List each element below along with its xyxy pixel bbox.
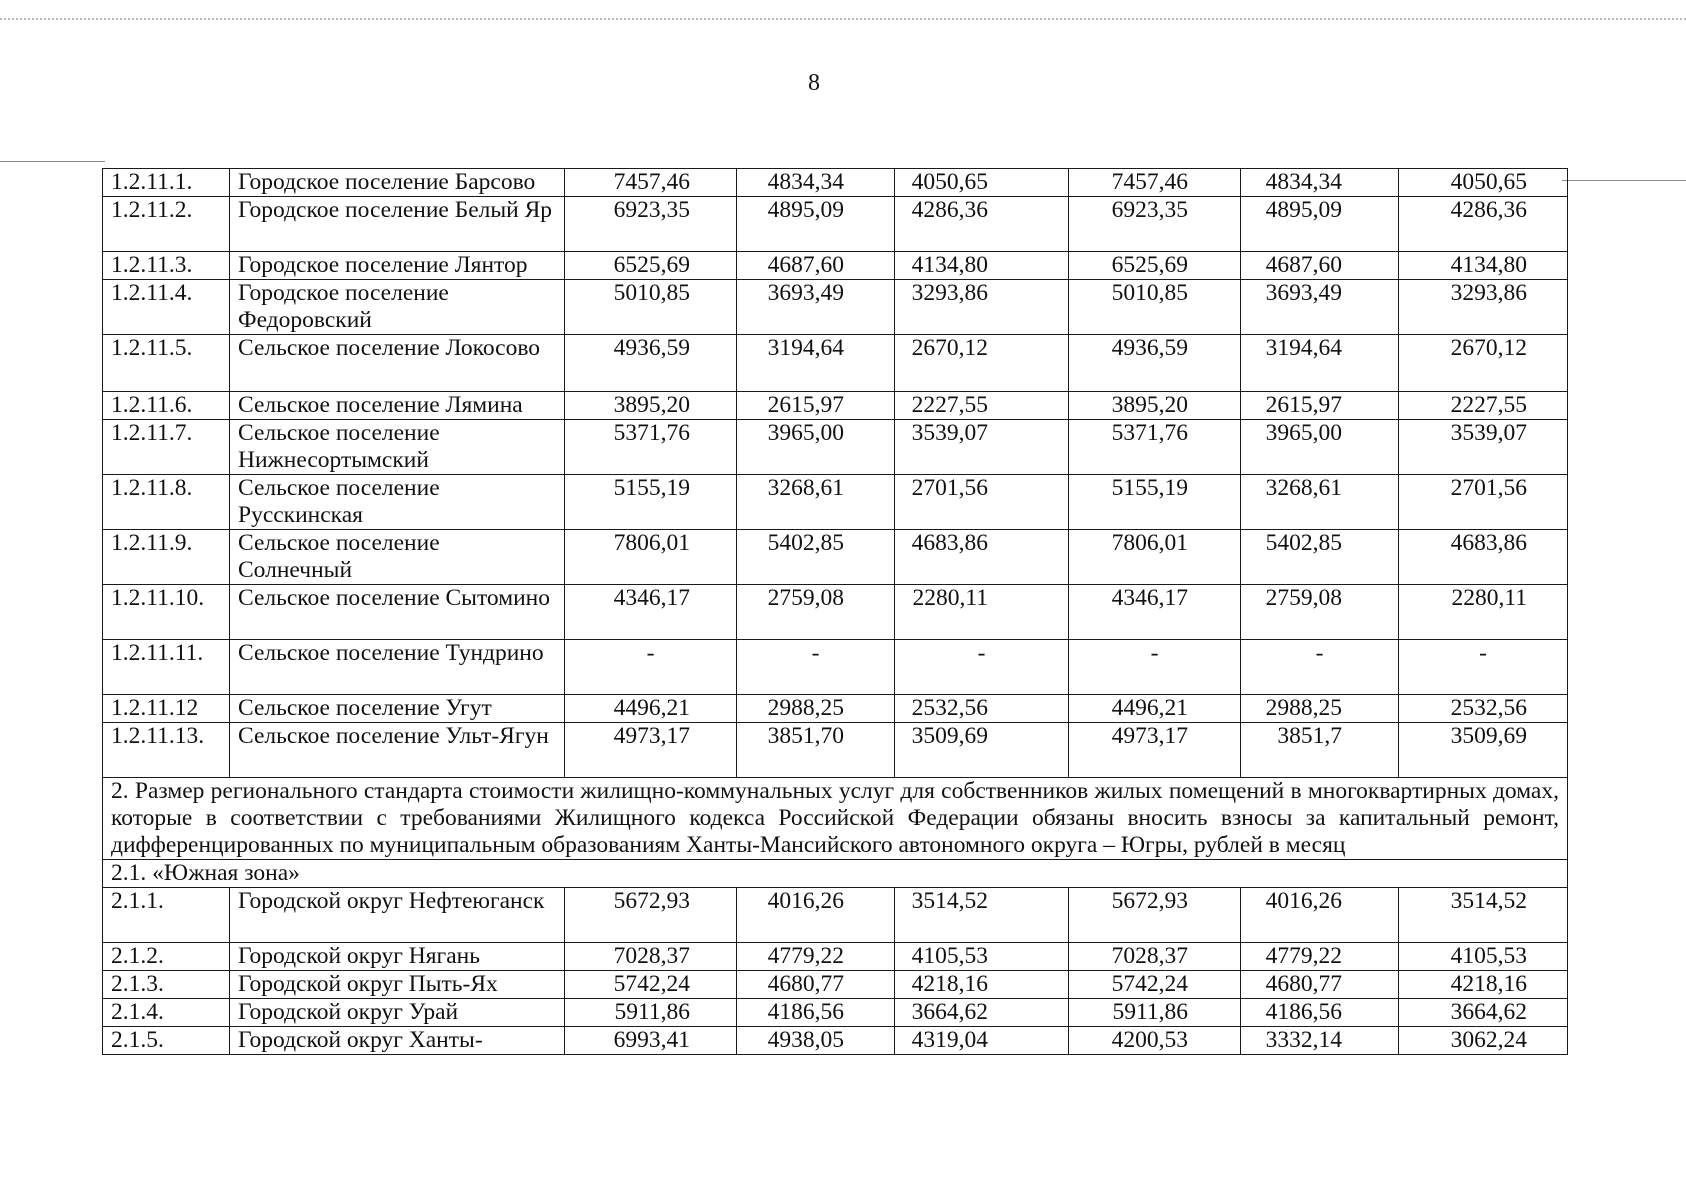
table-row	[103, 999, 1568, 1027]
value-cell: 2615,97	[1241, 392, 1399, 420]
value-cell: 4936,59	[1069, 335, 1241, 392]
row-code: 2.1.3.	[103, 971, 230, 999]
value-cell: 3509,69	[1399, 723, 1568, 778]
value-cell: 2615,97	[737, 392, 895, 420]
standards-table	[102, 168, 1568, 1055]
table-row	[103, 169, 1568, 197]
table-row	[103, 695, 1568, 723]
value-cell: 4683,86	[1399, 530, 1568, 585]
value-cell: 4186,56	[737, 999, 895, 1027]
value-cell: 7806,01	[565, 530, 737, 585]
row-code: 1.2.11.4.	[103, 280, 230, 335]
row-code: 1.2.11.8.	[103, 475, 230, 530]
value-cell: 5911,86	[1069, 999, 1241, 1027]
row-code: 1.2.11.1.	[103, 169, 230, 197]
value-cell: 3895,20	[565, 392, 737, 420]
table-row	[103, 723, 1568, 778]
section-2-heading: 2. Размер регионального стандарта стоимости жилищно-коммунальных услуг для собственников жилых помещений в многоквартирных домах, которые в соответствии с требованиями Жилищного кодекса Российской Федерации обязаны вносить взносы за капитальный ремонт, дифференцированных по муниципальным образованиям Ханты-Мансийского автономного округа – Югры, рублей в месяц	[103, 778, 1568, 860]
value-cell: 4895,09	[1241, 197, 1399, 252]
page-number: 8	[808, 70, 820, 96]
table-row	[103, 392, 1568, 420]
value-cell: 4680,77	[1241, 971, 1399, 999]
value-cell: 3194,64	[1241, 335, 1399, 392]
row-name: Сельское поселение Солнечный	[230, 530, 565, 585]
row-name: Городское поселение Белый Яр	[230, 197, 565, 252]
row-code: 2.1.2.	[103, 943, 230, 971]
row-name: Сельское поселение Нижнесортымский	[230, 420, 565, 475]
value-cell: 2670,12	[895, 335, 1069, 392]
value-cell: 2988,25	[737, 695, 895, 723]
value-cell: 5402,85	[1241, 530, 1399, 585]
row-name: Сельское поселение Сытомино	[230, 585, 565, 640]
value-cell: 5371,76	[1069, 420, 1241, 475]
value-cell: 3664,62	[1399, 999, 1568, 1027]
value-cell: 4496,21	[1069, 695, 1241, 723]
value-cell: 3539,07	[1399, 420, 1568, 475]
value-cell: 2759,08	[737, 585, 895, 640]
value-cell: 5672,93	[1069, 888, 1241, 943]
row-code: 1.2.11.3.	[103, 252, 230, 280]
value-cell: 7806,01	[1069, 530, 1241, 585]
value-cell: 3851,70	[737, 723, 895, 778]
row-name: Городское поселение Лянтор	[230, 252, 565, 280]
table-row	[103, 1027, 1568, 1055]
row-name: Сельское поселение Русскинская	[230, 475, 565, 530]
value-cell: 3539,07	[895, 420, 1069, 475]
value-cell: 3062,24	[1399, 1027, 1568, 1055]
table-row	[103, 335, 1568, 392]
scan-artifact-left	[0, 161, 105, 162]
value-cell: 4895,09	[737, 197, 895, 252]
value-cell: 3895,20	[1069, 392, 1241, 420]
value-cell: 5672,93	[565, 888, 737, 943]
value-cell: 4134,80	[1399, 252, 1568, 280]
row-code: 1.2.11.10.	[103, 585, 230, 640]
value-cell: 4687,60	[1241, 252, 1399, 280]
value-cell: 2988,25	[1241, 695, 1399, 723]
value-cell: -	[895, 640, 1069, 695]
row-code: 2.1.5.	[103, 1027, 230, 1055]
value-cell: 5911,86	[565, 999, 737, 1027]
value-cell: 4319,04	[895, 1027, 1069, 1055]
value-cell: 4286,36	[895, 197, 1069, 252]
value-cell: 4680,77	[737, 971, 895, 999]
row-name: Городской округ Урай	[230, 999, 565, 1027]
value-cell: 2670,12	[1399, 335, 1568, 392]
value-cell: 4687,60	[737, 252, 895, 280]
row-name: Сельское поселение Тундрино	[230, 640, 565, 695]
value-cell: 7028,37	[1069, 943, 1241, 971]
table-row	[103, 888, 1568, 943]
value-cell: 5371,76	[565, 420, 737, 475]
row-name: Городское поселение Барсово	[230, 169, 565, 197]
value-cell: 3268,61	[737, 475, 895, 530]
row-code: 1.2.11.5.	[103, 335, 230, 392]
value-cell: 4779,22	[737, 943, 895, 971]
row-code: 1.2.11.7.	[103, 420, 230, 475]
row-code: 1.2.11.9.	[103, 530, 230, 585]
value-cell: 4496,21	[565, 695, 737, 723]
value-cell: 3293,86	[895, 280, 1069, 335]
row-name: Сельское поселение Угут	[230, 695, 565, 723]
row-name: Сельское поселение Лямина	[230, 392, 565, 420]
value-cell: 6525,69	[565, 252, 737, 280]
value-cell: 3851,7	[1241, 723, 1399, 778]
value-cell: 4186,56	[1241, 999, 1399, 1027]
table-row	[103, 971, 1568, 999]
value-cell: 3332,14	[1241, 1027, 1399, 1055]
scan-artifact-right	[1562, 180, 1686, 181]
value-cell: 4938,05	[737, 1027, 895, 1055]
table-row	[103, 280, 1568, 335]
value-cell: 4973,17	[1069, 723, 1241, 778]
value-cell: 5155,19	[1069, 475, 1241, 530]
value-cell: 3514,52	[1399, 888, 1568, 943]
scan-artifact-top	[0, 18, 1686, 20]
value-cell: 2227,55	[1399, 392, 1568, 420]
value-cell: 4683,86	[895, 530, 1069, 585]
value-cell: 3664,62	[895, 999, 1069, 1027]
table-body	[103, 169, 1568, 1055]
row-name: Городской округ Ханты-	[230, 1027, 565, 1055]
value-cell: 4105,53	[1399, 943, 1568, 971]
value-cell: 4218,16	[895, 971, 1069, 999]
row-code: 1.2.11.2.	[103, 197, 230, 252]
value-cell: 2701,56	[895, 475, 1069, 530]
value-cell: 4016,26	[737, 888, 895, 943]
value-cell: 4346,17	[1069, 585, 1241, 640]
value-cell: 4218,16	[1399, 971, 1568, 999]
value-cell: 4016,26	[1241, 888, 1399, 943]
value-cell: 4105,53	[895, 943, 1069, 971]
value-cell: 3514,52	[895, 888, 1069, 943]
zone-label: 2.1. «Южная зона»	[103, 860, 1568, 888]
value-cell: 3194,64	[737, 335, 895, 392]
row-name: Городской округ Пыть-Ях	[230, 971, 565, 999]
value-cell: 7457,46	[565, 169, 737, 197]
value-cell: 4050,65	[1399, 169, 1568, 197]
value-cell: 6993,41	[565, 1027, 737, 1055]
value-cell: 4834,34	[1241, 169, 1399, 197]
row-code: 2.1.4.	[103, 999, 230, 1027]
value-cell: 2280,11	[895, 585, 1069, 640]
value-cell: 2532,56	[895, 695, 1069, 723]
table-row	[103, 475, 1568, 530]
row-name: Сельское поселение Локосово	[230, 335, 565, 392]
value-cell: -	[737, 640, 895, 695]
value-cell: 7028,37	[565, 943, 737, 971]
value-cell: -	[1241, 640, 1399, 695]
value-cell: 3268,61	[1241, 475, 1399, 530]
value-cell: -	[1069, 640, 1241, 695]
value-cell: 3293,86	[1399, 280, 1568, 335]
value-cell: -	[565, 640, 737, 695]
value-cell: 5010,85	[565, 280, 737, 335]
row-code: 1.2.11.13.	[103, 723, 230, 778]
value-cell: 5010,85	[1069, 280, 1241, 335]
table-row	[103, 640, 1568, 695]
value-cell: 4050,65	[895, 169, 1069, 197]
value-cell: 2759,08	[1241, 585, 1399, 640]
value-cell: 6923,35	[565, 197, 737, 252]
value-cell: 6923,35	[1069, 197, 1241, 252]
value-cell: 2280,11	[1399, 585, 1568, 640]
value-cell: 5742,24	[565, 971, 737, 999]
zone-row	[103, 860, 1568, 888]
table-row	[103, 585, 1568, 640]
value-cell: 3693,49	[737, 280, 895, 335]
value-cell: 4286,36	[1399, 197, 1568, 252]
value-cell: 3693,49	[1241, 280, 1399, 335]
value-cell: 2532,56	[1399, 695, 1568, 723]
row-code: 1.2.11.6.	[103, 392, 230, 420]
value-cell: 3509,69	[895, 723, 1069, 778]
value-cell: 5742,24	[1069, 971, 1241, 999]
table-row	[103, 943, 1568, 971]
table-row	[103, 252, 1568, 280]
value-cell: -	[1399, 640, 1568, 695]
value-cell: 4936,59	[565, 335, 737, 392]
value-cell: 4834,34	[737, 169, 895, 197]
value-cell: 4200,53	[1069, 1027, 1241, 1055]
row-code: 1.2.11.12	[103, 695, 230, 723]
table-row	[103, 197, 1568, 252]
value-cell: 5155,19	[565, 475, 737, 530]
value-cell: 3965,00	[1241, 420, 1399, 475]
section-heading-row	[103, 778, 1568, 860]
value-cell: 7457,46	[1069, 169, 1241, 197]
table-row	[103, 420, 1568, 475]
value-cell: 6525,69	[1069, 252, 1241, 280]
value-cell: 4134,80	[895, 252, 1069, 280]
value-cell: 4973,17	[565, 723, 737, 778]
table-row	[103, 530, 1568, 585]
value-cell: 5402,85	[737, 530, 895, 585]
row-code: 2.1.1.	[103, 888, 230, 943]
row-name: Городской округ Нягань	[230, 943, 565, 971]
value-cell: 2227,55	[895, 392, 1069, 420]
row-name: Городское поселение Федоровский	[230, 280, 565, 335]
value-cell: 4346,17	[565, 585, 737, 640]
row-name: Городской округ Нефтеюганск	[230, 888, 565, 943]
value-cell: 4779,22	[1241, 943, 1399, 971]
value-cell: 3965,00	[737, 420, 895, 475]
value-cell: 2701,56	[1399, 475, 1568, 530]
row-name: Сельское поселение Ульт-Ягун	[230, 723, 565, 778]
row-code: 1.2.11.11.	[103, 640, 230, 695]
